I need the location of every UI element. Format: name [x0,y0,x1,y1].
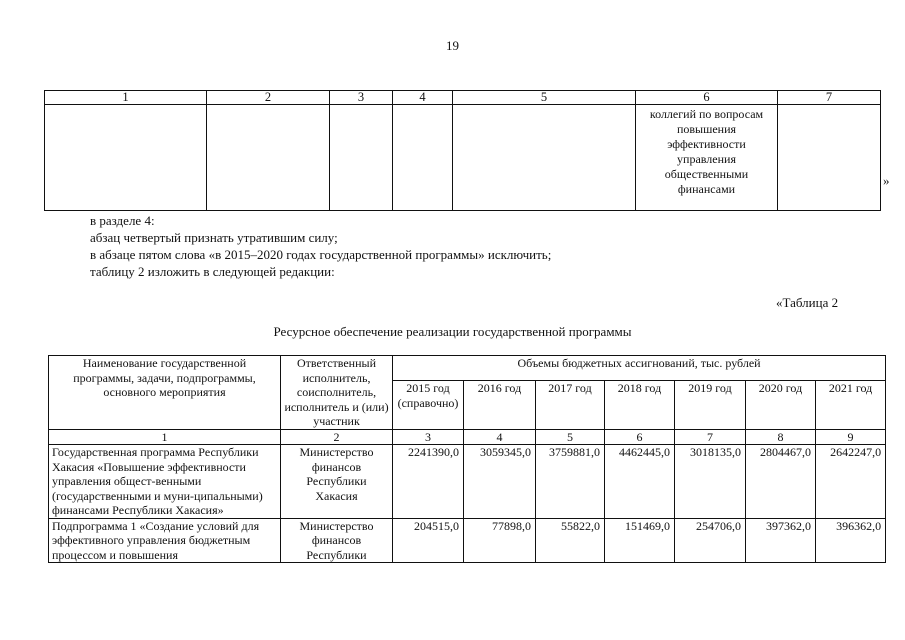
year-cell: 2015 год (справочно) [393,381,464,429]
value-cell: 55822,0 [536,518,605,563]
column-number: 4 [464,429,536,445]
table-cell-text: коллегий по вопросам повышения эффективности управления общественными финансами [636,105,778,211]
paragraph: таблицу 2 изложить в следующей редакции: [90,264,335,279]
header-cell: 6 [636,91,778,105]
header-cell: Наименование государственной программы, задачи, подпрограммы, основного мероприятия [49,356,281,430]
column-number: 5 [536,429,605,445]
value-cell: 204515,0 [393,518,464,563]
header-cell: 4 [393,91,453,105]
table-cell [393,105,453,211]
value-cell: 396362,0 [816,518,886,563]
paragraph: в абзаце пятом слова «в 2015–2020 годах государственной программы» исключить; [90,247,552,262]
table-cell [778,105,881,211]
header-cell: 7 [778,91,881,105]
year-cell: 2020 год [746,381,816,429]
header-row [49,356,886,381]
program-name: Подпрограмма 1 «Создание условий для эффективного управления бюджетным процессом и повышения [49,518,281,563]
table-cell [330,105,393,211]
value-cell: 3059345,0 [464,445,536,519]
table-row [49,518,886,563]
program-name: Государственная программа Республики Хакасия «Повышение эффективности управления общест-венными (государственными и муни-ципальными) финансами Республики Хакасия» [49,445,281,519]
value-cell: 3018135,0 [675,445,746,519]
value-cell: 2804467,0 [746,445,816,519]
column-number: 1 [49,429,281,445]
value-cell: 77898,0 [464,518,536,563]
closing-quote: » [883,173,890,188]
column-number: 9 [816,429,886,445]
header-cell: 1 [45,91,207,105]
year-cell: 2019 год [675,381,746,429]
table-title: Ресурсное обеспечение реализации государственной программы [273,324,632,339]
resource-table [48,355,886,563]
value-cell: 151469,0 [605,518,675,563]
header-cell: Ответственный исполнитель, соисполнитель, исполнитель и (или) участник [281,356,393,430]
table-cell [453,105,636,211]
executor: Министерство финансов Республики [281,518,393,563]
continuation-table-header-row [45,91,881,105]
continuation-table [44,90,881,211]
column-number: 6 [605,429,675,445]
table-cell [207,105,330,211]
header-cell: 5 [453,91,636,105]
page-number: 19 [446,38,459,53]
value-cell: 3759881,0 [536,445,605,519]
header-cell: 3 [330,91,393,105]
column-number: 8 [746,429,816,445]
year-cell: 2016 год [464,381,536,429]
value-cell: 254706,0 [675,518,746,563]
paragraph: абзац четвертый признать утратившим силу; [90,230,338,245]
header-cell: 2 [207,91,330,105]
column-number: 3 [393,429,464,445]
header-cell: Объемы бюджетных ассигнований, тыс. рублей [393,356,886,381]
value-cell: 397362,0 [746,518,816,563]
value-cell: 2241390,0 [393,445,464,519]
column-number: 2 [281,429,393,445]
value-cell: 2642247,0 [816,445,886,519]
table-cell [45,105,207,211]
table-note: «Таблица 2 [776,295,839,310]
executor: Министерство финансов Республики Хакасия [281,445,393,519]
year-cell: 2018 год [605,381,675,429]
year-cell: 2017 год [536,381,605,429]
paragraph: в разделе 4: [90,213,155,228]
continuation-table-row [45,105,881,211]
value-cell: 4462445,0 [605,445,675,519]
column-number: 7 [675,429,746,445]
year-cell: 2021 год [816,381,886,429]
column-number-row [49,429,886,445]
table-row [49,445,886,519]
